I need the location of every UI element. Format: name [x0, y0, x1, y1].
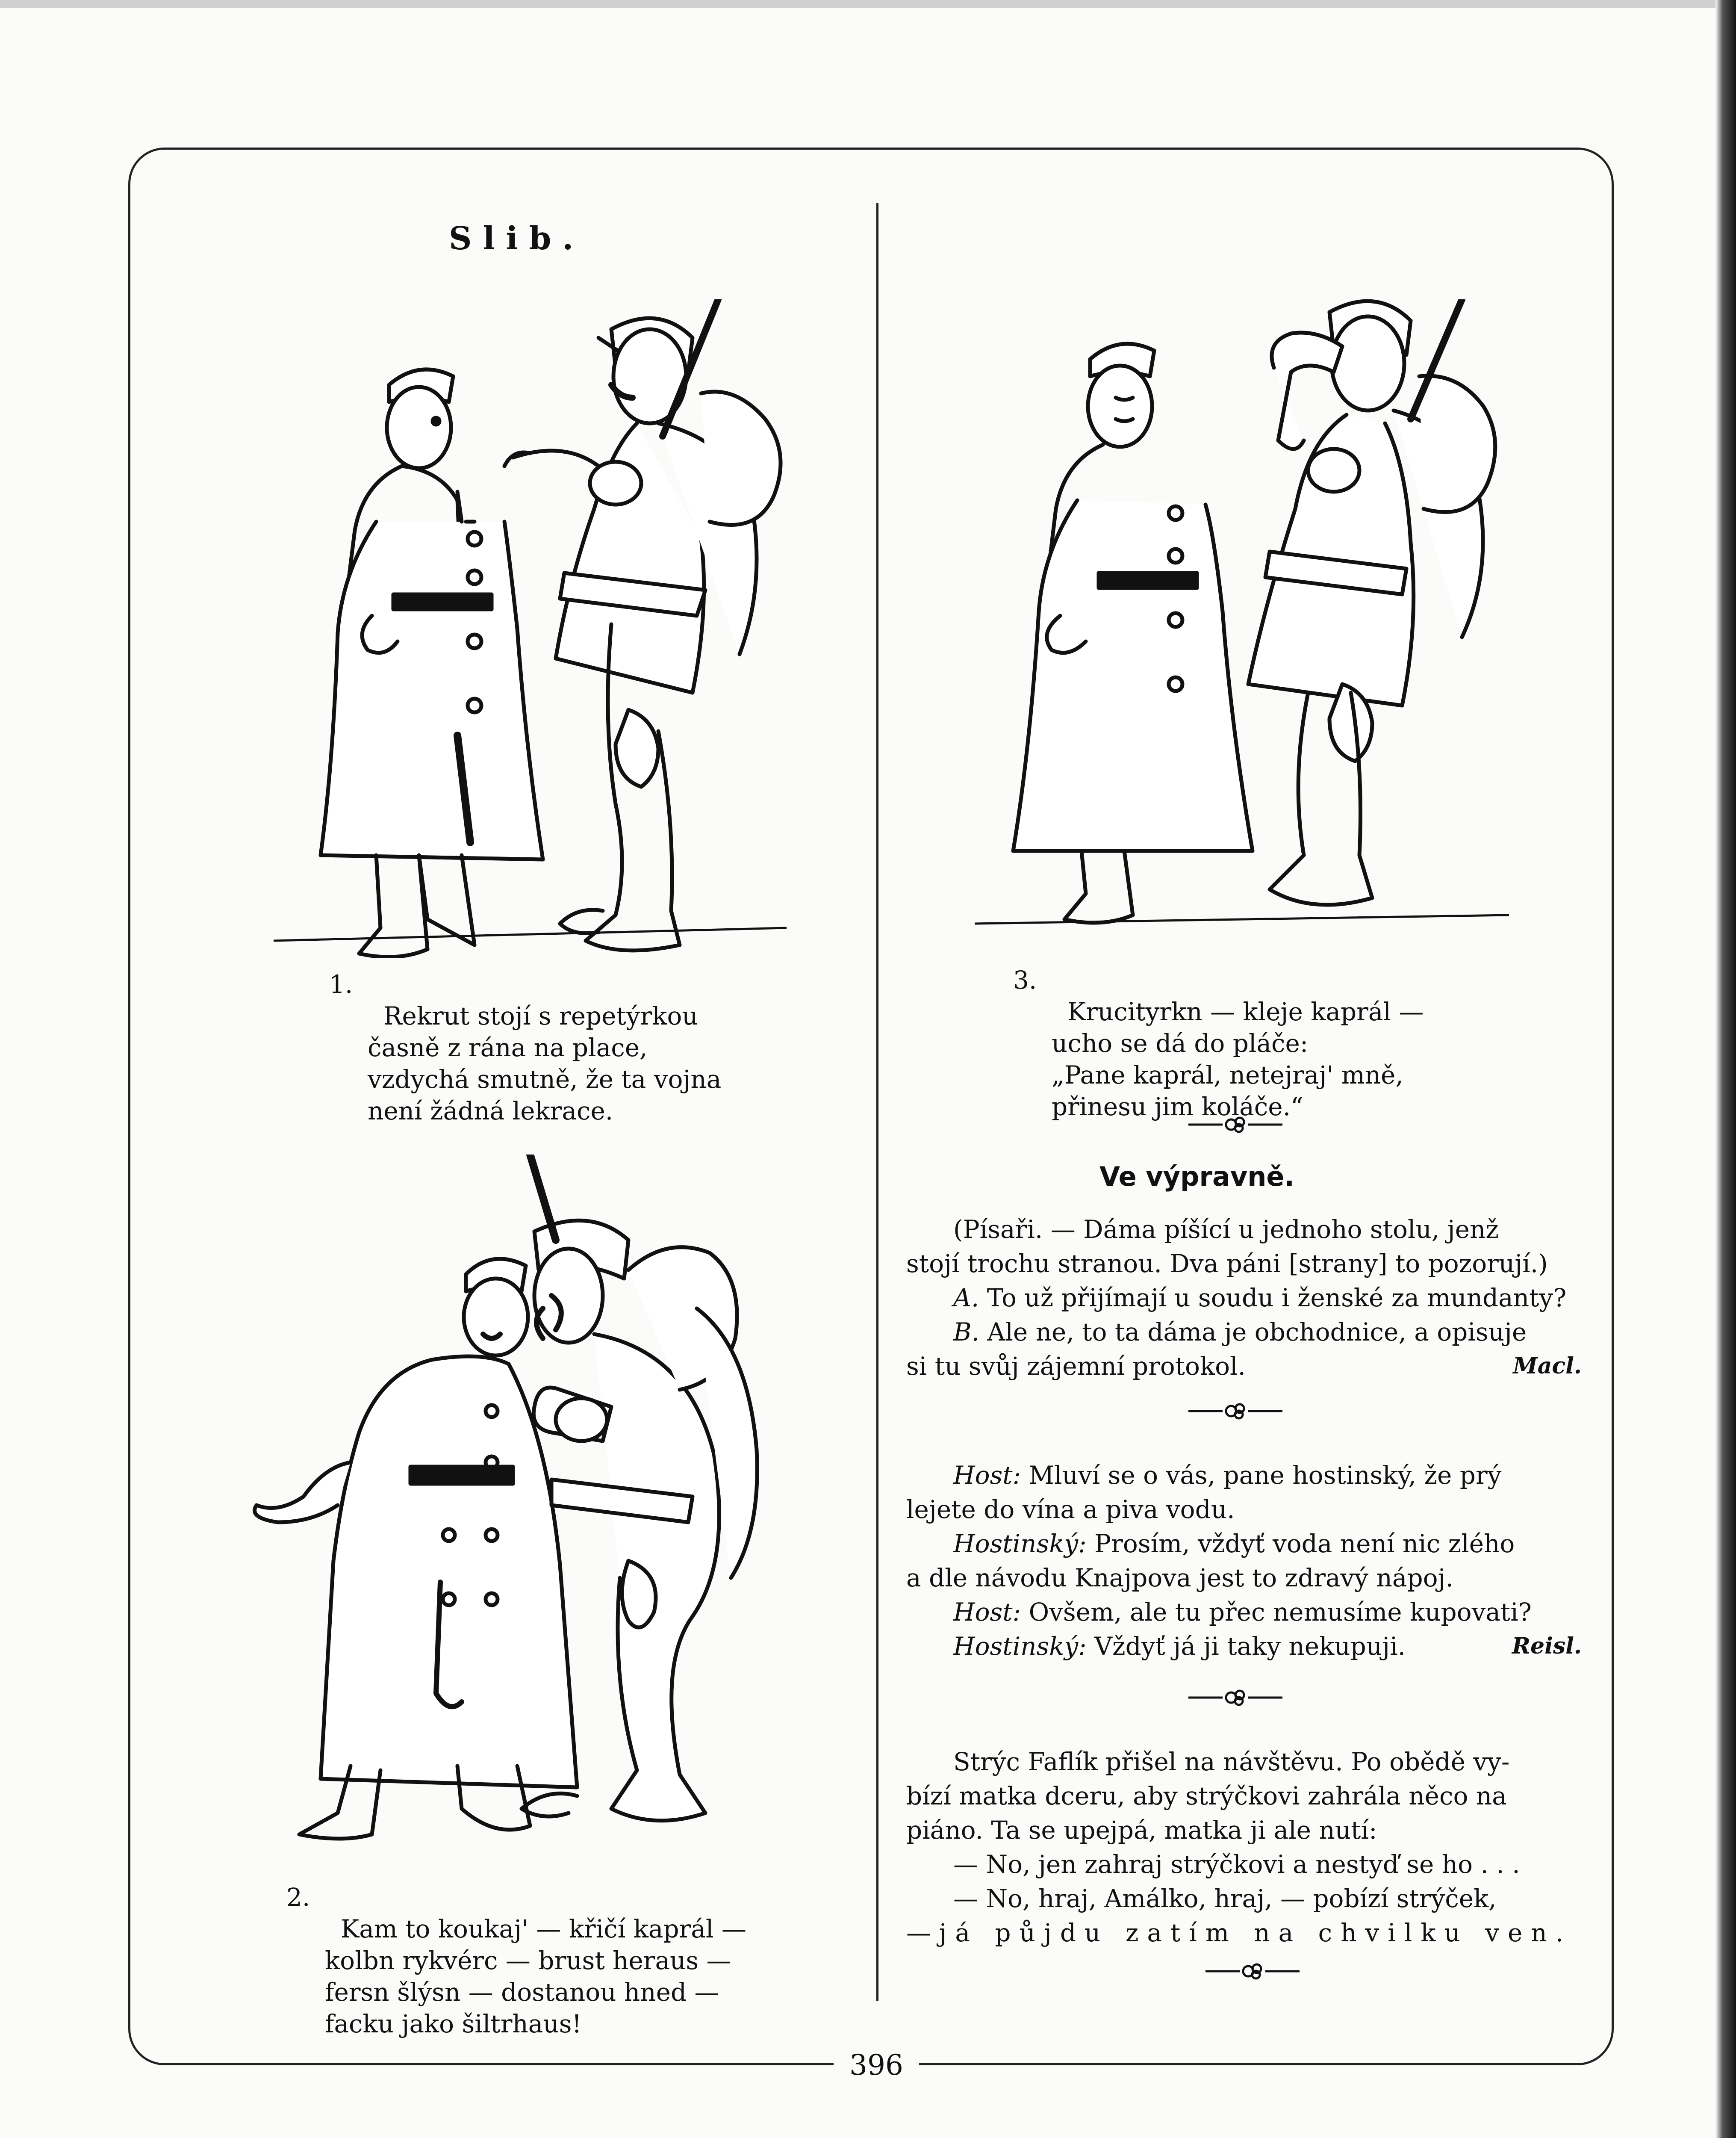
- dialogue-line: [906, 1281, 1582, 1315]
- caption-2: [286, 1881, 746, 2040]
- caption-number: 1.: [329, 970, 353, 999]
- speaker-label: Hostinský:: [953, 1529, 1087, 1558]
- caption-line: časně z rána na place,: [368, 1033, 648, 1062]
- ornament-divider: [1188, 1112, 1282, 1137]
- illustration-panel-2: [252, 1155, 851, 1852]
- caption-line: Kam to koukaj' — křičí kaprál —: [340, 1914, 746, 1943]
- caption-line: „Pane kaprál, netejraj' mně,: [1052, 1060, 1403, 1090]
- author-signature: Macl.: [1513, 1353, 1582, 1379]
- caption-line: facku jako šiltrhaus!: [325, 2009, 582, 2038]
- dialogue-line: a dle návodu Knajpova jest to zdravý nápoj.: [906, 1563, 1453, 1592]
- caption-number: 2.: [286, 1883, 310, 1912]
- dialogue-line: [906, 1527, 1582, 1561]
- dialogue-text: si tu svůj zájemní protokol.: [906, 1352, 1246, 1381]
- dialogue-line: [906, 1595, 1582, 1629]
- dialogue-text: Mluví se o vás, pane hostinský, že prý: [1029, 1461, 1502, 1490]
- story-line: — No, jen zahraj strýčkovi a nestyď se ho . . .: [953, 1850, 1520, 1879]
- stage-direction: (Písaři. — Dáma píšící u jednoho stolu, jenž: [953, 1215, 1499, 1244]
- dialogue-line: [906, 1458, 1582, 1492]
- ornament-divider: [1188, 1685, 1282, 1710]
- dialogue-line: [906, 1349, 1582, 1383]
- dialogue-text: Ale ne, to ta dáma je obchodnice, a opisuje: [987, 1317, 1527, 1347]
- caption-line: ucho se dá do pláče:: [1052, 1029, 1309, 1058]
- speaker-label: Host:: [953, 1461, 1021, 1490]
- stage-direction: stojí trochu stranou. Dva páni [strany] to pozorují.): [906, 1249, 1548, 1278]
- cartoon-title: Slib.: [449, 220, 585, 257]
- illustration-panel-1: [274, 299, 787, 958]
- story-line: — No, hraj, Amálko, hraj, — pobízí strýček,: [953, 1884, 1497, 1913]
- scan-right-edge: [1715, 0, 1736, 2138]
- page-number: 396: [834, 2046, 919, 2085]
- faflik-text: [906, 1745, 1582, 1950]
- vypravne-text: [906, 1212, 1582, 1383]
- speaker-label: B.: [953, 1317, 980, 1347]
- caption-line: Krucityrkn — kleje kaprál —: [1067, 997, 1424, 1026]
- dialogue-line: [906, 1629, 1582, 1663]
- story-dash: —: [906, 1918, 931, 1947]
- section-title: Ve výpravně.: [1099, 1161, 1294, 1192]
- ornament-divider: [1188, 1398, 1282, 1424]
- caption-line: Rekrut stojí s repetýrkou: [383, 1001, 698, 1031]
- dialogue-text: Ovšem, ale tu přec nemusíme kupovati?: [1029, 1598, 1532, 1627]
- caption-line: fersn šlýsn — dostanou hned —: [325, 1978, 719, 2007]
- caption-line: vzdychá smutně, že ta vojna: [368, 1065, 722, 1094]
- column-divider: [876, 203, 878, 2001]
- scan-top-edge: [0, 0, 1736, 8]
- story-line: [906, 1916, 1582, 1950]
- author-signature: Reisl.: [1512, 1633, 1582, 1659]
- illustration-panel-3: [975, 299, 1509, 932]
- story-line: bízí matka dceru, aby strýčkovi zahrála něco na: [906, 1781, 1507, 1810]
- caption-line: přinesu jim koláče.“: [1052, 1092, 1303, 1121]
- speaker-label: Hostinský:: [953, 1632, 1087, 1661]
- ornament-divider: [1205, 1958, 1300, 1984]
- story-line: piáno. Ta se upejpá, matka ji ale nutí:: [906, 1816, 1377, 1845]
- speaker-label: A.: [953, 1283, 979, 1312]
- story-line: Strýc Faflík přišel na návštěvu. Po obědě vy-: [953, 1747, 1510, 1776]
- caption-1: [329, 969, 722, 1127]
- dialogue-text: Vždyť já ji taky nekupuji.: [1094, 1632, 1406, 1661]
- dialogue-line: lejete do vína a piva vodu.: [906, 1495, 1235, 1524]
- caption-number: 3.: [1013, 966, 1037, 995]
- speaker-label: Host:: [953, 1598, 1021, 1627]
- caption-line: není žádná lekrace.: [368, 1096, 613, 1125]
- dialogue-text: To už přijímají u soudu i ženské za mundanty?: [987, 1283, 1567, 1312]
- caption-line: kolbn rykvérc — brust heraus —: [325, 1946, 731, 1975]
- dialogue-line: [906, 1315, 1582, 1349]
- hostinsky-text: [906, 1458, 1582, 1663]
- caption-3: [1013, 964, 1424, 1122]
- spaced-text: já půjdu zatím na chvilku ven.: [939, 1918, 1572, 1947]
- dialogue-text: Prosím, vždyť voda není nic zlého: [1094, 1529, 1515, 1558]
